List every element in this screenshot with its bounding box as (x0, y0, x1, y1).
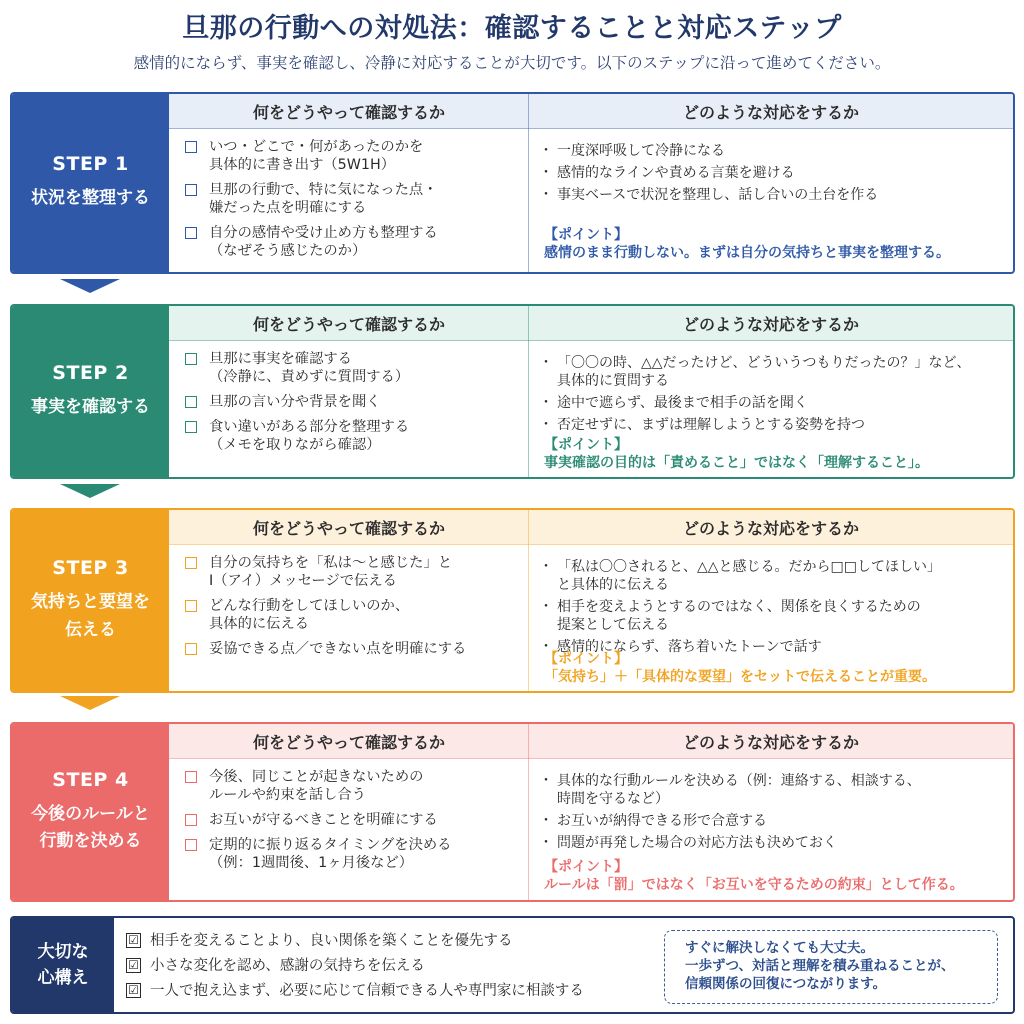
checkbox-icon (185, 184, 197, 196)
check-item (185, 138, 520, 174)
check-column-header: 何をどうやって確認するか (169, 724, 529, 758)
action-item: ・ お互いが納得できる形で合意する (543, 812, 1013, 830)
mindset-note-line: 一歩ずつ、対話と理解を積み重ねることが、 (685, 958, 955, 974)
checked-box-icon: ☑ (126, 983, 141, 998)
mindset-note (664, 930, 998, 1004)
check-item-text: どんな行動をしてほしいのか、 具体的に伝える (209, 598, 410, 632)
mindset-note-line: 信頼関係の回復につながります。 (685, 976, 887, 992)
check-column-header: 何をどうやって確認するか (169, 94, 529, 128)
step-number: STEP 4 (52, 768, 129, 791)
check-column-header: 何をどうやって確認するか (169, 306, 529, 340)
mindset-label (12, 918, 114, 1012)
check-item (185, 181, 520, 217)
header-divider (169, 758, 1013, 759)
action-item: ・ 感情的なラインや責める言葉を避ける (543, 164, 1013, 182)
check-item-text: 旦那の行動で、特に気になった点・ 嫌だった点を明確にする (209, 182, 438, 216)
step-2-panel (10, 304, 1015, 479)
point-note (544, 226, 1014, 262)
point-label: 【ポイント】 (544, 227, 628, 243)
check-list (185, 554, 520, 665)
checkbox-icon (185, 839, 197, 851)
action-item: ・ 感情的にならず、落ち着いたトーンで話す (543, 638, 1013, 656)
action-item: ・ 「〇〇の時、△△だったけど、どういうつもりだったの？」など、 具体的に質問する (543, 354, 1013, 390)
header-divider (169, 544, 1013, 545)
step-4-label (12, 724, 169, 900)
action-item: ・ 一度深呼吸して冷静になる (543, 142, 1013, 160)
mindset-list (126, 932, 646, 1007)
checkbox-icon (185, 557, 197, 569)
mindset-note-line: すぐに解決しなくても大丈夫。 (685, 940, 874, 956)
point-label: 【ポイント】 (544, 651, 628, 667)
point-text: 感情のまま行動しない。まずは自分の気持ちと事実を整理する。 (544, 245, 950, 261)
action-item: ・ 問題が再発した場合の対応方法も決めておく (543, 834, 1013, 852)
step-name: 今後のルールと 行動を決める (31, 803, 150, 851)
point-text: ルールは「罰」ではなく「お互いを守るための約束」として作る。 (544, 877, 964, 893)
step-number: STEP 1 (52, 153, 129, 176)
page-title: 旦那の行動への対処法：確認することと対応ステップ (182, 13, 842, 44)
check-list (185, 350, 520, 461)
checkbox-icon (185, 643, 197, 655)
action-list (543, 354, 1013, 438)
action-item: ・ 事実ベースで状況を整理し、話し合いの土台を作る (543, 186, 1013, 204)
page-subtitle: 感情的にならず、事実を確認し、冷静に対応することが大切です。以下のステップに沿って進めてください。 (133, 54, 891, 72)
checkbox-icon (185, 600, 197, 612)
mindset-panel (10, 916, 1015, 1014)
step-number: STEP 2 (52, 361, 129, 384)
point-note (544, 436, 1014, 472)
check-item (185, 811, 520, 829)
mindset-item-text: 小さな変化を認め、感謝の気持ちを伝える (150, 958, 425, 974)
checkbox-icon (185, 396, 197, 408)
step-2-label (12, 306, 169, 477)
checkbox-icon (185, 353, 197, 365)
step-1-panel (10, 92, 1015, 274)
action-column-header: どのような対応をするか (529, 510, 1013, 544)
check-item (185, 640, 520, 658)
step-name: 状況を整理する (31, 188, 150, 209)
mindset-item (126, 957, 646, 975)
check-item (185, 393, 520, 411)
check-item (185, 350, 520, 386)
column-divider (528, 94, 529, 272)
header-divider (169, 340, 1013, 341)
step-3-label (12, 510, 169, 691)
mindset-item-text: 相手を変えることより、良い関係を築くことを優先する (150, 933, 513, 949)
mindset-item-text: 一人で抱え込まず、必要に応じて信頼できる人や専門家に相談する (150, 983, 584, 999)
point-label: 【ポイント】 (544, 859, 628, 875)
check-item (185, 554, 520, 590)
column-divider (528, 724, 529, 900)
checked-box-icon: ☑ (126, 933, 141, 948)
step-1-label (12, 94, 169, 272)
point-text: 事実確認の目的は「責めること」ではなく「理解すること」。 (544, 455, 929, 471)
action-list (543, 558, 1013, 660)
check-column-header: 何をどうやって確認するか (169, 510, 529, 544)
check-item-text: 食い違いがある部分を整理する （メモを取りながら確認） (209, 419, 410, 453)
check-item-text: いつ・どこで・何があったのかを 具体的に書き出す（5W1H） (209, 139, 424, 173)
checkbox-icon (185, 421, 197, 433)
step-4-panel (10, 722, 1015, 902)
checkbox-icon (185, 227, 197, 239)
action-item: ・ 否定せずに、まずは理解しようとする姿勢を持つ (543, 416, 1013, 434)
step-number: STEP 3 (52, 557, 129, 580)
check-item-text: 妥協できる点／できない点を明確にする (209, 641, 467, 657)
check-item-text: 定期的に振り返るタイミングを決める （例：1週間後、1ヶ月後など） (209, 837, 452, 871)
point-text: 「気持ち」＋「具体的な要望」をセットで伝えることが重要。 (544, 669, 936, 685)
point-note (544, 858, 1014, 894)
action-item: ・ 途中で遮らず、最後まで相手の話を聞く (543, 394, 1013, 412)
checkbox-icon (185, 141, 197, 153)
check-list (185, 768, 520, 879)
check-item-text: 今後、同じことが起きないための ルールや約束を話し合う (209, 769, 424, 803)
action-column-header: どのような対応をするか (529, 306, 1013, 340)
checkbox-icon (185, 771, 197, 783)
mindset-label-text: 大切な 心構え (37, 941, 89, 988)
check-item (185, 224, 520, 260)
down-arrow-icon (60, 484, 120, 498)
column-divider (528, 306, 529, 477)
action-item: ・ 相手を変えようとするのではなく、関係を良くするための 提案として伝える (543, 598, 1013, 634)
mindset-item (126, 932, 646, 950)
checkbox-icon (185, 814, 197, 826)
check-item-text: 旦那に事実を確認する （冷静に、責めずに質問する） (209, 351, 410, 385)
action-list (543, 772, 1013, 856)
action-column-header: どのような対応をするか (529, 94, 1013, 128)
down-arrow-icon (60, 696, 120, 710)
check-list (185, 138, 520, 267)
check-item-text: 自分の感情や受け止め方も整理する （なぜそう感じたのか） (209, 225, 438, 259)
column-divider (528, 510, 529, 691)
checked-box-icon: ☑ (126, 958, 141, 973)
page-header (0, 0, 1024, 80)
action-column-header: どのような対応をするか (529, 724, 1013, 758)
check-item (185, 836, 520, 872)
header-divider (169, 128, 1013, 129)
action-item: ・ 具体的な行動ルールを決める（例：連絡する、相談する、 時間を守るなど） (543, 772, 1013, 808)
mindset-item (126, 982, 646, 1000)
point-note (544, 650, 1014, 686)
check-item-text: 旦那の言い分や背景を聞く (209, 394, 381, 410)
check-item (185, 768, 520, 804)
check-item-text: 自分の気持ちを「私は〜と感じた」と I（アイ）メッセージで伝える (209, 555, 453, 589)
action-list (543, 142, 1013, 208)
check-item-text: お互いが守るべきことを明確にする (209, 812, 438, 828)
check-item (185, 418, 520, 454)
step-name: 事実を確認する (31, 396, 150, 417)
down-arrow-icon (60, 279, 120, 293)
check-item (185, 597, 520, 633)
action-item: ・ 「私は〇〇されると、△△と感じる。だから□□してほしい」 と具体的に伝える (543, 558, 1013, 594)
step-name: 気持ちと要望を 伝える (31, 592, 150, 640)
step-3-panel (10, 508, 1015, 693)
point-label: 【ポイント】 (544, 437, 628, 453)
